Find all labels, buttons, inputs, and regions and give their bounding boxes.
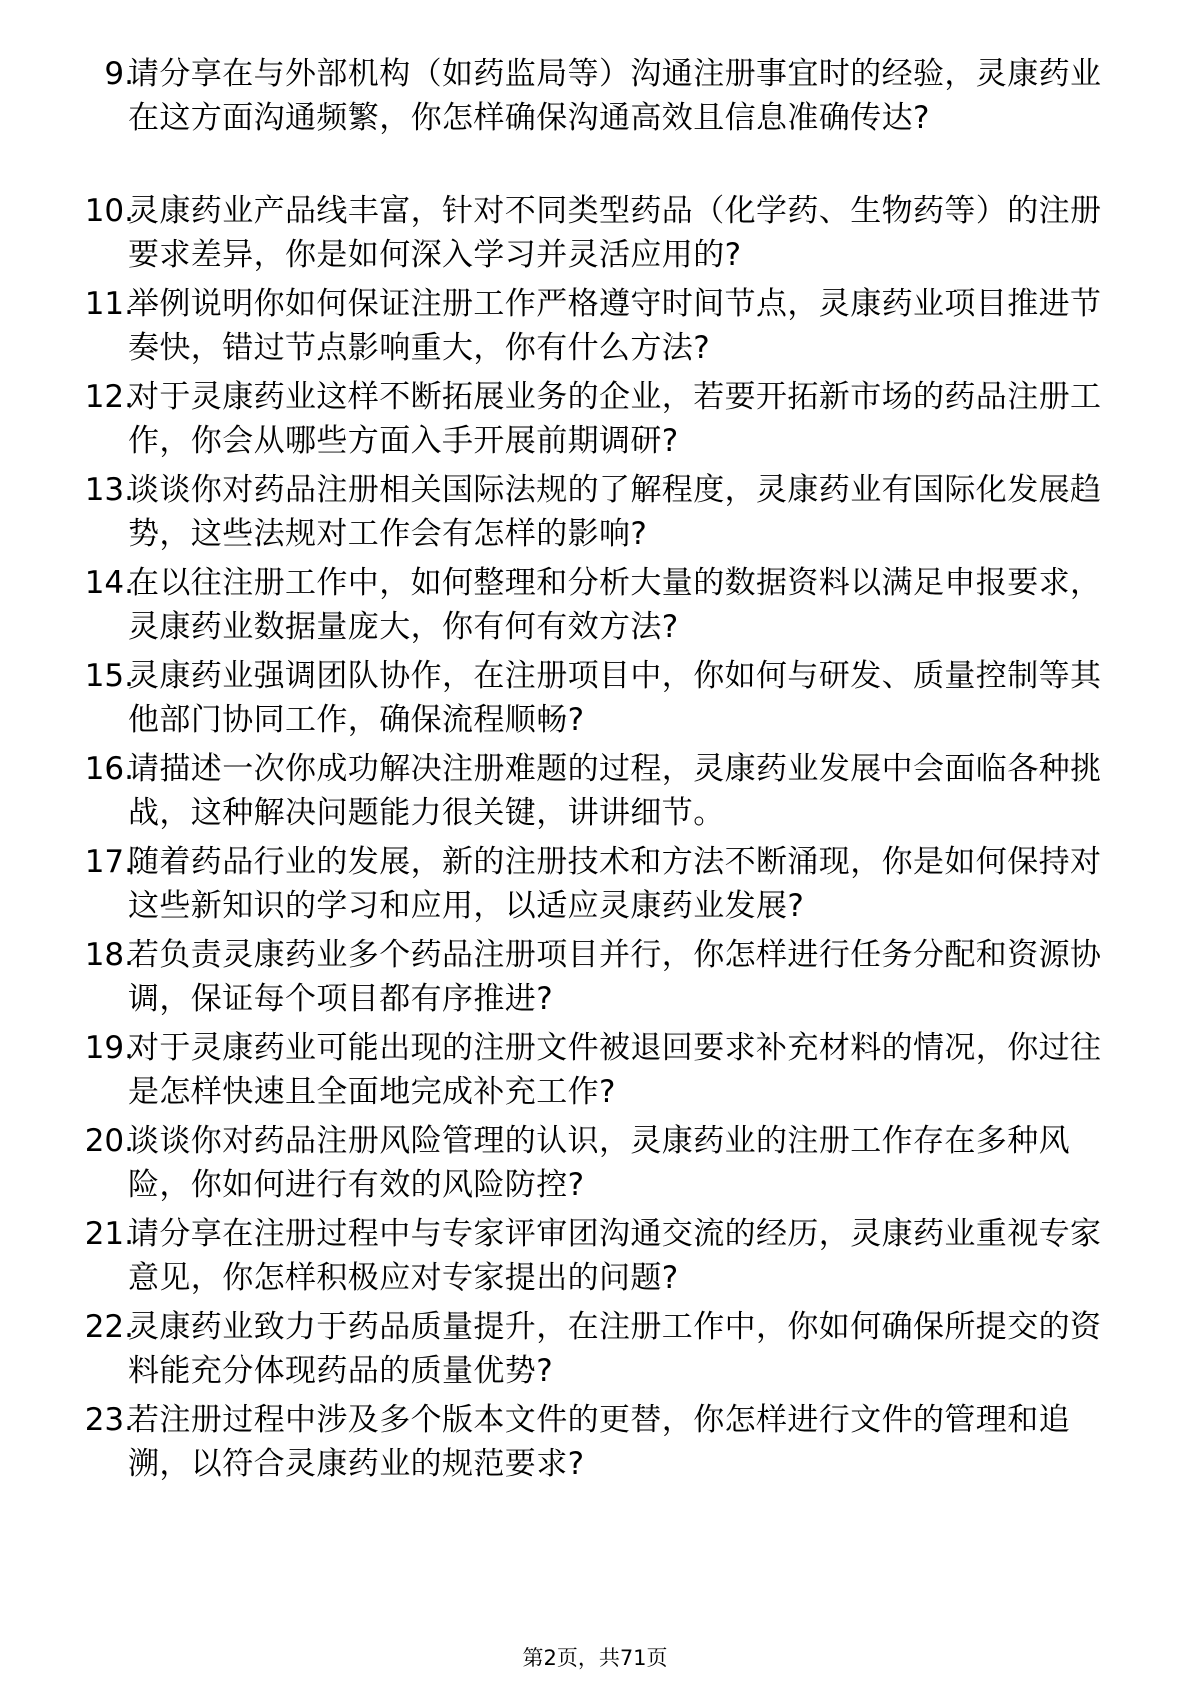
question-number: 12. [84, 379, 134, 415]
question-text: 谈谈你对药品注册风险管理的认识，灵康药业的注册工作存在多种风险，你如何进行有效的风险防控? [128, 1123, 1070, 1203]
question-number: 20. [84, 1123, 134, 1159]
question-item [0, 933, 1190, 1025]
question-number: 18. [84, 937, 134, 973]
question-text: 对于灵康药业可能出现的注册文件被退回要求补充材料的情况，你过往是怎样快速且全面地完成补充工作? [128, 1030, 1102, 1110]
question-text: 灵康药业产品线丰富，针对不同类型药品（化学药、生物药等）的注册要求差异，你是如何深入学习并灵活应用的? [128, 193, 1102, 273]
question-item [0, 561, 1190, 653]
question-item [0, 840, 1190, 932]
question-item [0, 1026, 1190, 1118]
question-item [0, 1398, 1190, 1490]
question-text: 灵康药业致力于药品质量提升，在注册工作中，你如何确保所提交的资料能充分体现药品的质量优势? [128, 1309, 1102, 1389]
question-text: 对于灵康药业这样不断拓展业务的企业，若要开拓新市场的药品注册工作，你会从哪些方面入手开展前期调研? [128, 379, 1102, 459]
question-number: 9. [104, 56, 134, 92]
question-item [0, 189, 1190, 281]
question-text: 随着药品行业的发展，新的注册技术和方法不断涌现，你是如何保持对这些新知识的学习和应用，以适应灵康药业发展? [128, 844, 1102, 924]
question-text: 灵康药业强调团队协作，在注册项目中，你如何与研发、质量控制等其他部门协同工作，确保流程顺畅? [128, 658, 1102, 738]
question-number: 23. [84, 1402, 134, 1438]
question-text: 请分享在注册过程中与专家评审团沟通交流的经历，灵康药业重视专家意见，你怎样积极应对专家提出的问题? [128, 1216, 1102, 1296]
question-item [0, 1212, 1190, 1304]
question-text: 若注册过程中涉及多个版本文件的更替，你怎样进行文件的管理和追溯，以符合灵康药业的规范要求? [128, 1402, 1070, 1482]
question-number: 17. [84, 844, 134, 880]
question-number: 19. [84, 1030, 134, 1066]
question-item [0, 52, 1190, 144]
question-item [0, 375, 1190, 467]
question-item [0, 654, 1190, 746]
question-text: 请描述一次你成功解决注册难题的过程，灵康药业发展中会面临各种挑战，这种解决问题能力很关键，讲讲细节。 [128, 751, 1102, 831]
question-item [0, 468, 1190, 560]
page-footer: 第2页，共71页 [522, 1646, 668, 1670]
question-number: 21. [84, 1216, 134, 1252]
question-number: 14. [84, 565, 134, 601]
question-number: 10. [84, 193, 134, 229]
question-text: 请分享在与外部机构（如药监局等）沟通注册事宜时的经验，灵康药业在这方面沟通频繁，你怎样确保沟通高效且信息准确传达? [128, 56, 1102, 136]
question-text: 谈谈你对药品注册相关国际法规的了解程度，灵康药业有国际化发展趋势，这些法规对工作会有怎样的影响? [128, 472, 1102, 552]
question-text: 在以往注册工作中，如何整理和分析大量的数据资料以满足申报要求，灵康药业数据量庞大，你有何有效方法? [128, 565, 1102, 645]
question-number: 11. [84, 286, 134, 322]
question-text: 举例说明你如何保证注册工作严格遵守时间节点，灵康药业项目推进节奏快，错过节点影响重大，你有什么方法? [128, 286, 1102, 366]
question-number: 15. [84, 658, 134, 694]
question-item [0, 282, 1190, 374]
question-item [0, 1305, 1190, 1397]
question-number: 13. [84, 472, 134, 508]
question-number: 22. [84, 1309, 134, 1345]
question-number: 16. [84, 751, 134, 787]
question-item [0, 747, 1190, 839]
question-item [0, 1119, 1190, 1211]
question-text: 若负责灵康药业多个药品注册项目并行，你怎样进行任务分配和资源协调，保证每个项目都有序推进? [128, 937, 1102, 1017]
